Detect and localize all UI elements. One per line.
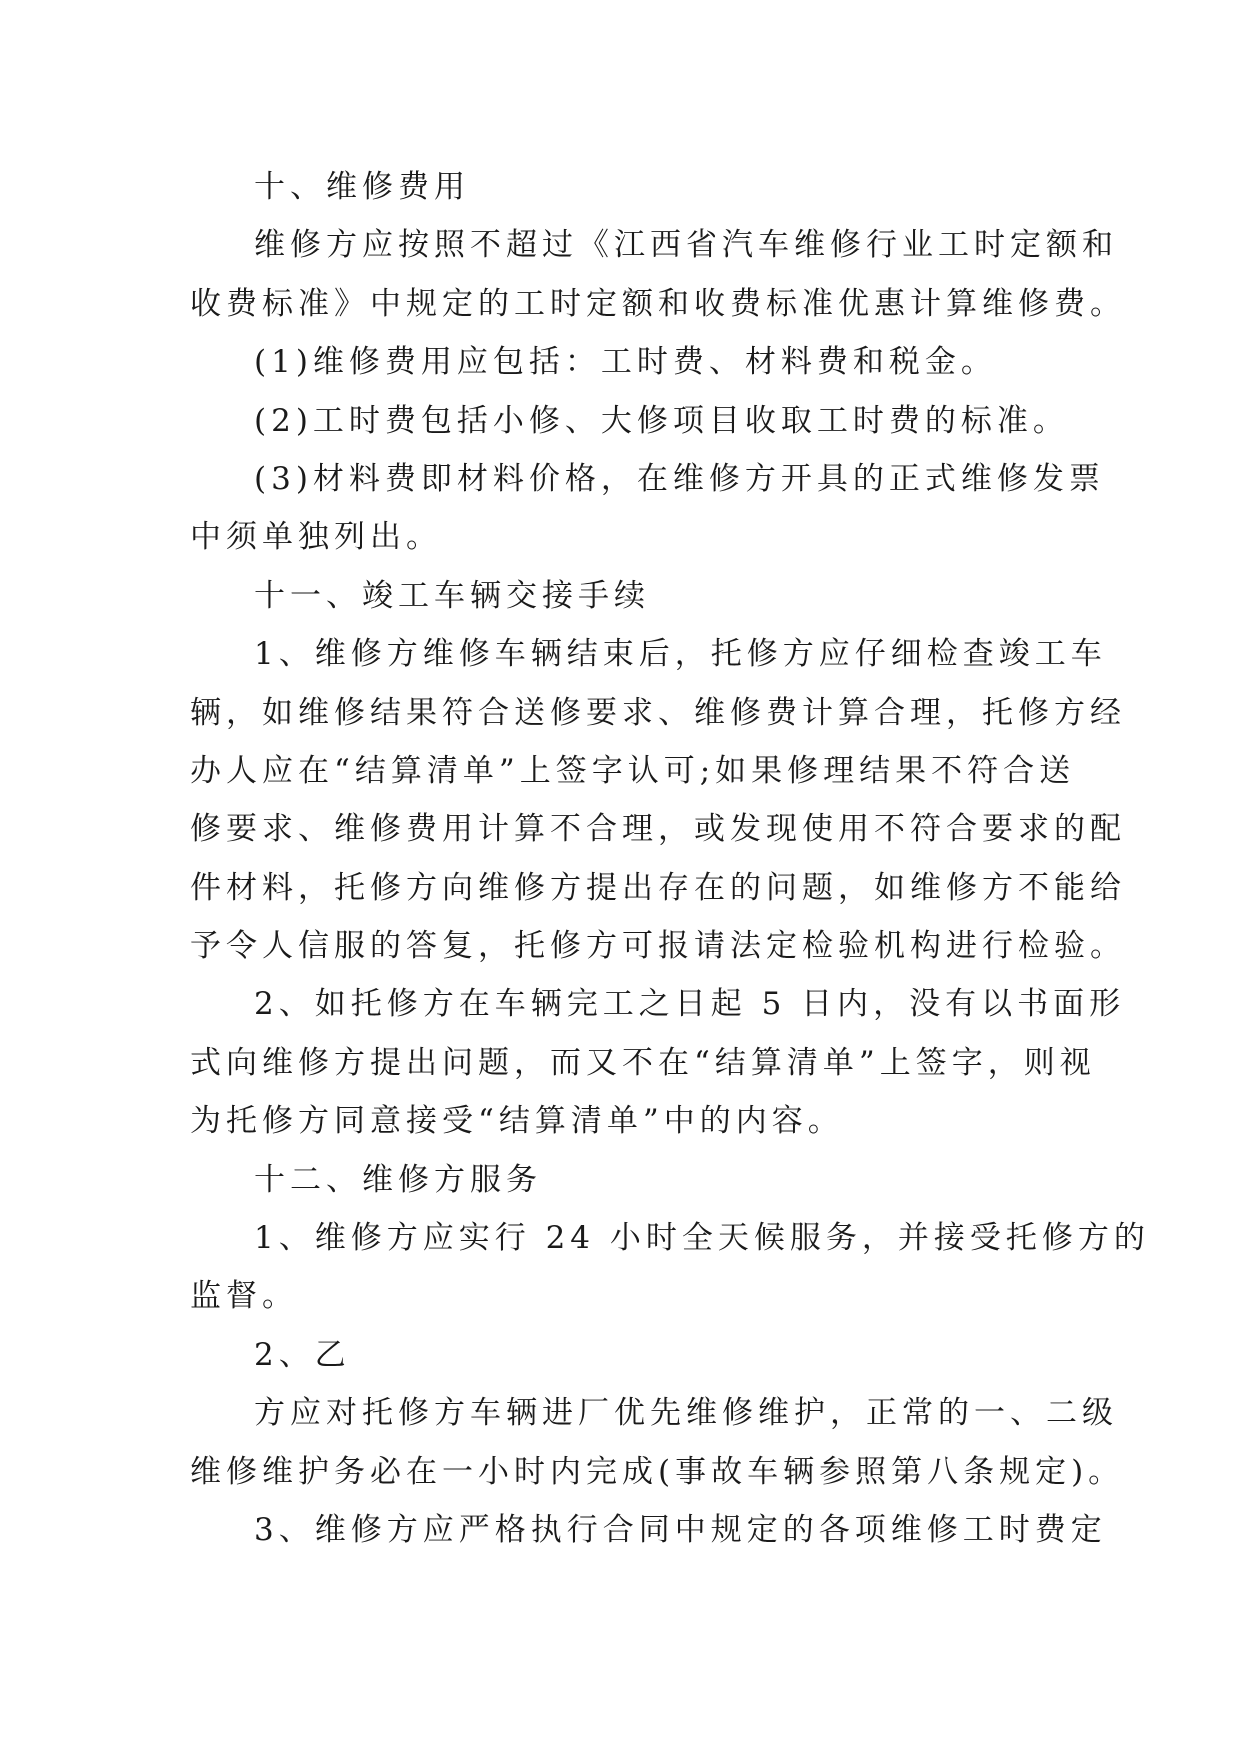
section-heading-12: 十二、维修方服务 — [254, 1161, 542, 1198]
paragraph-line: 1、维修方应实行 24 小时全天候服务，并接受托修方的 — [254, 1220, 1150, 1257]
paragraph-line: 为托修方同意接受“结算清单”中的内容。 — [190, 1103, 844, 1140]
paragraph-line: 予令人信服的答复，托修方可报请法定检验机构进行检验。 — [190, 928, 1126, 965]
paragraph-line: 2、如托修方在车辆完工之日起 5 日内，没有以书面形 — [254, 986, 1126, 1023]
paragraph-line: 件材料，托修方向维修方提出存在的问题，如维修方不能给 — [190, 869, 1126, 906]
paragraph-line: 方应对托修方车辆进厂优先维修维护，正常的一、二级 — [254, 1395, 1118, 1432]
paragraph-line: 辆，如维修结果符合送修要求、维修费计算合理，托修方经 — [190, 694, 1126, 731]
paragraph-line: 1、维修方维修车辆结束后，托修方应仔细检查竣工车 — [254, 636, 1107, 673]
section-heading-10: 十、维修费用 — [254, 169, 470, 205]
paragraph-line: 3、维修方应严格执行合同中规定的各项维修工时费定 — [254, 1511, 1107, 1548]
document-body — [190, 158, 1150, 1559]
paragraph-line: 办人应在“结算清单”上签字认可;如果修理结果不符合送 — [190, 752, 1076, 789]
paragraph-line: 收费标准》中规定的工时定额和收费标准优惠计算维修费。 — [190, 285, 1126, 322]
list-item-line: (1)维修费用应包括：工时费、材料费和税金。 — [254, 344, 997, 381]
paragraph-line: 式向维修方提出问题，而又不在“结算清单”上签字，则视 — [190, 1044, 1096, 1081]
paragraph-line: 修要求、维修费用计算不合理，或发现使用不符合要求的配 — [190, 811, 1126, 848]
paragraph-line: 监督。 — [190, 1278, 298, 1315]
paragraph-line: 中须单独列出。 — [190, 519, 442, 556]
paragraph-line: 维修维护务必在一小时内完成(事故车辆参照第八条规定)。 — [190, 1453, 1125, 1490]
section-heading-11: 十一、竣工车辆交接手续 — [254, 577, 650, 614]
paragraph-line: 2、乙 — [254, 1336, 351, 1373]
list-item-line: (2)工时费包括小修、大修项目收取工时费的标准。 — [254, 402, 1069, 439]
list-item-line: (3)材料费即材料价格，在维修方开具的正式维修发票 — [254, 460, 1105, 497]
paragraph-line: 维修方应按照不超过《江西省汽车维修行业工时定额和 — [254, 227, 1118, 264]
